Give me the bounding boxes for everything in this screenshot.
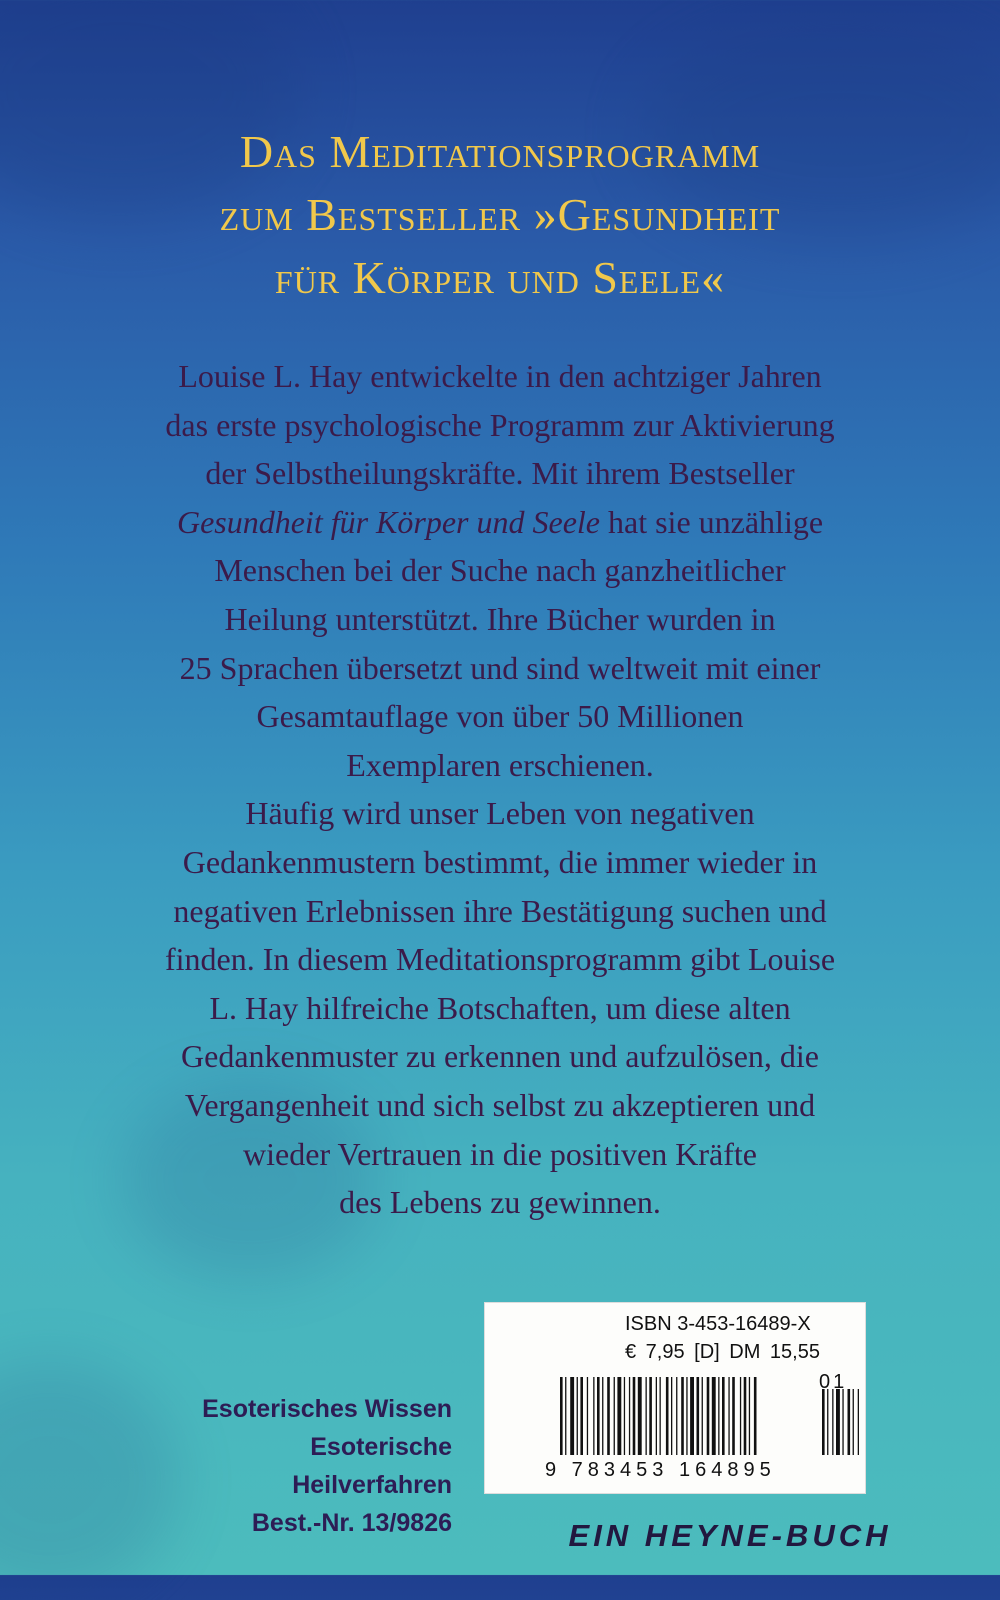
blurb-line: Gedankenmustern bestimmt, die immer wieder in <box>182 843 818 880</box>
barcode-bar <box>722 1377 725 1455</box>
category-label: Esoterische Heilverfahren <box>292 1433 452 1499</box>
barcode-addon: 01 <box>819 1371 848 1393</box>
barcode-addon-bar <box>848 1389 851 1455</box>
blurb-line: des Lebens zu gewinnen. <box>339 1184 661 1221</box>
barcode-bar <box>666 1377 669 1455</box>
blurb-line: Menschen bei der Suche nach ganzheitlicher <box>214 552 786 589</box>
blurb-line: Gedankenmuster zu erkennen und aufzulösen, die <box>181 1038 819 1075</box>
barcode-addon-bar <box>822 1389 825 1455</box>
headline-line: für Körper und Seele« <box>274 252 726 303</box>
barcode-bar <box>681 1377 684 1455</box>
barcode-bar <box>686 1377 687 1455</box>
blurb-line: Exemplaren erschienen. <box>346 746 654 783</box>
blurb-line: Heilung unterstützt. Ihre Bücher wurden in <box>224 600 776 637</box>
headline-line: zum Bestseller »Gesundheit <box>219 189 781 240</box>
barcode-bar <box>587 1377 588 1455</box>
blurb-line: 25 Sprachen übersetzt und sind weltweit mit einer <box>179 649 821 686</box>
barcode-bar <box>580 1377 583 1455</box>
barcode-bar <box>570 1377 574 1455</box>
barcode-bar <box>671 1377 672 1455</box>
blurb-line: finden. In diesem Meditationsprogramm gibt Louise <box>164 941 836 978</box>
barcode-addon-bar <box>858 1389 859 1455</box>
barcode-bar <box>749 1377 750 1455</box>
barcode-bar <box>560 1377 563 1455</box>
barcode-bar <box>707 1377 710 1455</box>
blurb-line: das erste psychologische Programm zur Aktivierung <box>165 406 835 443</box>
blurb-line: der Selbstheilungskräfte. Mit ihrem Bestseller <box>205 455 795 492</box>
order-number: Best.-Nr. 13/9826 <box>251 1509 452 1537</box>
barcode-bar <box>565 1377 566 1455</box>
ean-number: 9 783453 164895 <box>545 1459 776 1481</box>
barcode-bar <box>629 1377 630 1455</box>
barcode-bar <box>649 1377 652 1455</box>
blurb-line: Louise L. Hay entwickelte in den achtziger Jahren <box>178 358 822 394</box>
blurb-line <box>80 498 920 547</box>
blurb-line: L. Hay hilfreiche Botschaften, um diese alten <box>209 989 791 1026</box>
barcode-addon-bar <box>827 1389 828 1455</box>
barcode-bar <box>602 1377 603 1455</box>
barcode-bar <box>690 1377 694 1455</box>
barcode-bar <box>728 1377 729 1455</box>
headline <box>60 120 940 309</box>
barcode-bar <box>656 1377 657 1455</box>
barcode-bar <box>712 1377 716 1455</box>
barcode-sticker <box>484 1302 866 1494</box>
blurb-line: Gesamtauflage von über 50 Millionen <box>256 698 744 735</box>
barcode-bar <box>732 1377 735 1455</box>
book-title-italic: Gesundheit für Körper und Seele <box>176 503 600 540</box>
blurb-line: Häufig wird unser Leben von negativen <box>245 795 755 832</box>
blurb-text <box>80 352 920 1227</box>
barcode-bar <box>740 1377 741 1455</box>
publisher-imprint: EIN HEYNE-BUCH <box>568 1518 892 1553</box>
barcode-bar <box>660 1377 661 1455</box>
barcode-icon <box>560 1377 860 1457</box>
barcode-addon-bar <box>842 1389 843 1455</box>
barcode-addon-bar <box>836 1389 840 1455</box>
barcode-bar <box>577 1377 578 1455</box>
barcode-bar <box>676 1377 677 1455</box>
barcode-addon-bar <box>832 1389 833 1455</box>
price-text: € 7,95 [D] DM 15,55 <box>625 1341 820 1363</box>
barcode-bar <box>607 1377 610 1455</box>
category-list <box>150 1390 452 1542</box>
blurb-line: Vergangenheit und sich selbst zu akzeptieren und <box>184 1086 816 1123</box>
barcode-bar <box>597 1377 600 1455</box>
barcode-bar <box>646 1377 647 1455</box>
barcode-bar <box>754 1377 757 1455</box>
barcode-bar <box>702 1377 703 1455</box>
barcode-addon-bar <box>853 1389 854 1455</box>
blurb-line: negativen Erlebnissen ihre Bestätigung suchen und <box>173 892 827 929</box>
isbn-text: ISBN 3-453-16489-X <box>625 1313 811 1335</box>
barcode-bar <box>617 1377 621 1455</box>
barcode-bar <box>633 1377 636 1455</box>
barcode-bar <box>638 1377 642 1455</box>
barcode-bar <box>593 1377 594 1455</box>
barcode-bar <box>614 1377 615 1455</box>
barcode-bar <box>624 1377 625 1455</box>
blurb-line-rest: hat sie unzählige <box>600 503 824 540</box>
headline-line: Das Meditationsprogramm <box>239 126 761 177</box>
category-label: Esoterisches Wissen <box>202 1395 452 1423</box>
barcode-bars <box>560 1377 859 1455</box>
barcode-bar <box>744 1377 747 1455</box>
blurb-line: wieder Vertrauen in die positiven Kräfte <box>243 1135 757 1172</box>
barcode-bar <box>697 1377 700 1455</box>
barcode-bar <box>718 1377 719 1455</box>
